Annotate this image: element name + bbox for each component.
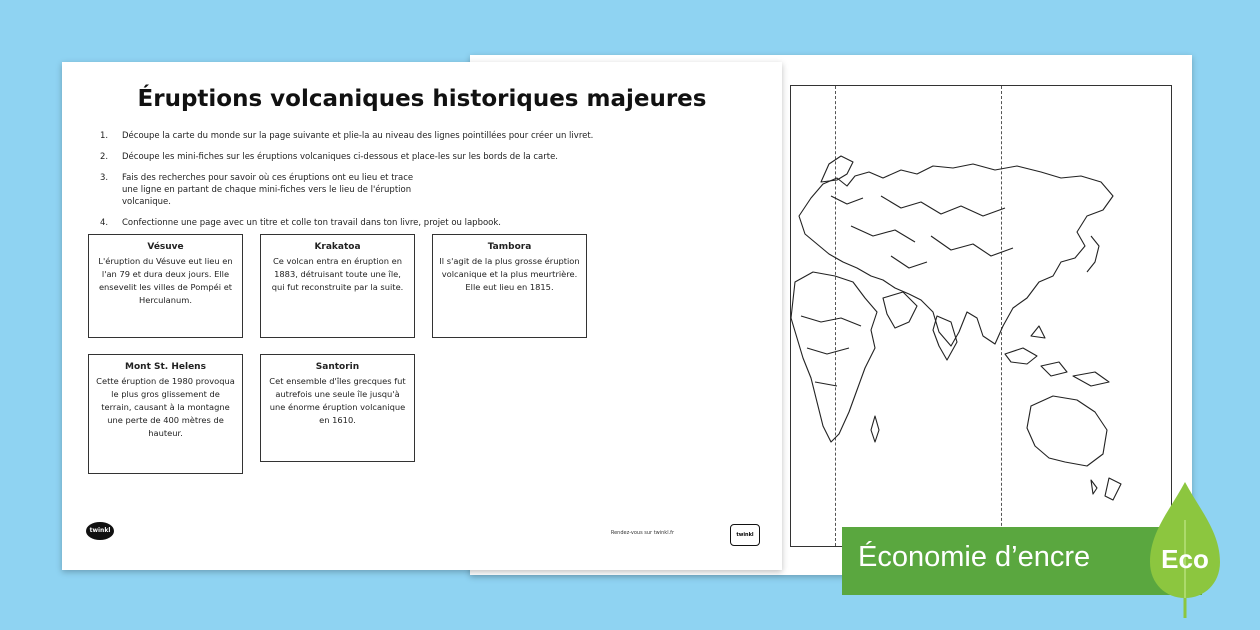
eco-badge-label: Eco [1161, 544, 1209, 574]
instruction-number: 1. [100, 131, 109, 141]
footer-note: Rendez-vous sur twinkl.fr [610, 530, 674, 536]
instruction-item [100, 172, 660, 208]
worksheet-page [62, 62, 782, 570]
card-title: Mont St. Helens [125, 362, 206, 372]
card-santorin [260, 354, 415, 462]
instructions-list [100, 130, 660, 238]
instruction-item [100, 151, 660, 163]
card-text: Cet ensemble d'îles grecques fut autrefois une seule île jusqu'à une énorme éruption volcanique en 1610. [269, 376, 406, 425]
card-mont-st-helens [88, 354, 243, 474]
eco-banner-label: Économie d’encre [858, 541, 1091, 573]
instruction-number: 3. [100, 173, 109, 183]
world-map-outline [791, 86, 1171, 546]
twinkl-badge-logo: twinkl [730, 524, 760, 546]
instruction-text: Fais des recherches pour savoir où ces éruptions ont eu lieu et trace une ligne en partant de chaque mini-fiches vers le lieu de l'éruption volcanique. [122, 173, 414, 207]
instruction-number: 2. [100, 152, 109, 162]
card-tambora [432, 234, 587, 338]
card-text: L'éruption du Vésuve eut lieu en l'an 79 et dura deux jours. Elle ensevelit les villes de Pompéi et Herculanum. [98, 256, 233, 305]
eco-leaf-icon [1148, 480, 1222, 620]
card-text: Ce volcan entra en éruption en 1883, détruisant toute une île, qui fut reconstruite par la suite. [271, 256, 404, 292]
instruction-text: Découpe les mini-fiches sur les éruptions volcaniques ci-dessous et place-les sur les bords de la carte. [122, 152, 558, 162]
card-vesuve [88, 234, 243, 338]
worksheet-title: Éruptions volcaniques historiques majeures [137, 86, 707, 112]
instruction-item [100, 217, 660, 229]
twinkl-logo: twinkl [86, 522, 114, 540]
card-text: Cette éruption de 1980 provoqua le plus gros glissement de terrain, causant à la montagne une perte de 400 mètres de hauteur. [96, 376, 235, 438]
card-text: Il s'agit de la plus grosse éruption volcanique et la plus meurtrière. Elle eut lieu en 1815. [439, 256, 580, 292]
card-title: Krakatoa [314, 242, 361, 252]
instruction-item [100, 130, 660, 142]
card-title: Tambora [487, 242, 532, 252]
instruction-text: Confectionne une page avec un titre et colle ton travail dans ton livre, projet ou lapbook. [122, 218, 502, 228]
instruction-number: 4. [100, 218, 109, 228]
world-map-frame [790, 85, 1172, 547]
card-title: Vésuve [147, 242, 184, 252]
card-krakatoa [260, 234, 415, 338]
instruction-text: Découpe la carte du monde sur la page suivante et plie-la au niveau des lignes pointillées pour créer un livret. [122, 131, 594, 141]
card-title: Santorin [315, 362, 360, 372]
